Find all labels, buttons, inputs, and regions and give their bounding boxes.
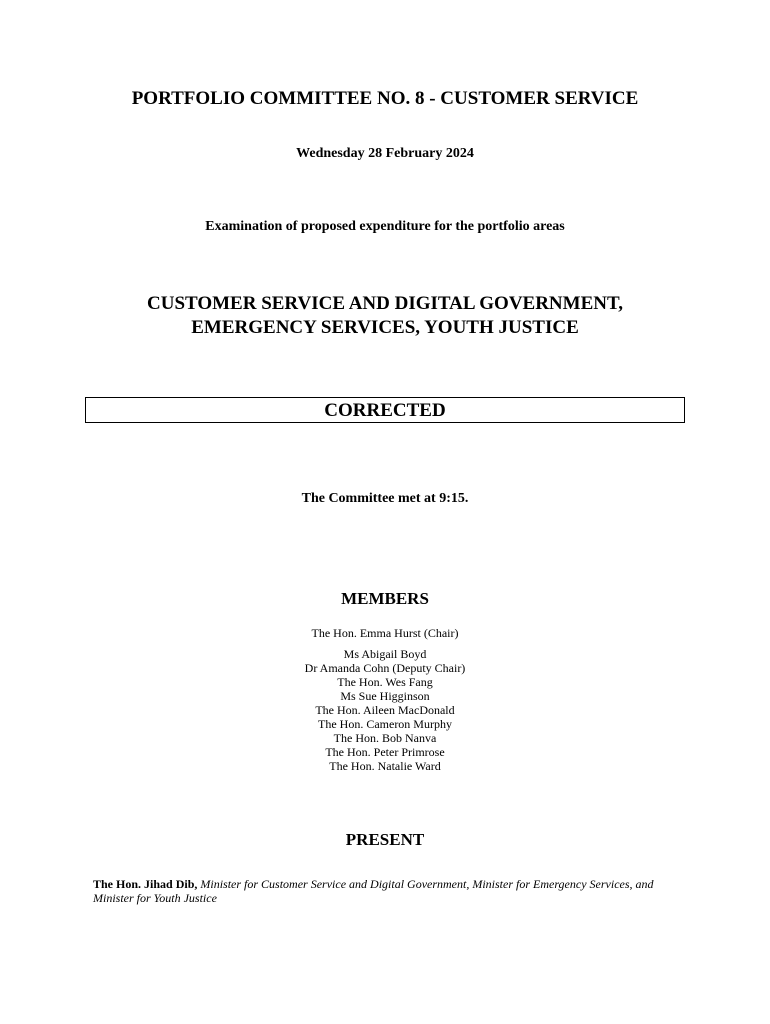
member-item: The Hon. Cameron Murphy	[318, 717, 452, 731]
member-item: The Hon. Natalie Ward	[329, 759, 441, 773]
present-heading: PRESENT	[345, 830, 425, 849]
present-role: Minister for Customer Service and Digital Government, Minister for Emergency Services, and Minister for Youth Justice	[93, 877, 654, 905]
member-item: Dr Amanda Cohn (Deputy Chair)	[304, 661, 466, 675]
present-entry	[93, 877, 693, 905]
member-item: The Hon. Wes Fang	[337, 675, 433, 689]
present-name: The Hon. Jihad Dib,	[93, 877, 198, 891]
member-item: Ms Sue Higginson	[340, 689, 430, 703]
examination-subtitle: Examination of proposed expenditure for the portfolio areas	[205, 219, 565, 234]
members-list	[0, 647, 770, 773]
member-item: Ms Abigail Boyd	[343, 647, 427, 661]
meeting-time: The Committee met at 9:15.	[301, 491, 469, 506]
portfolio-areas	[0, 292, 770, 340]
member-item: The Hon. Bob Nanva	[333, 731, 437, 745]
corrected-banner: CORRECTED	[85, 397, 685, 423]
member-item: The Hon. Aileen MacDonald	[315, 703, 455, 717]
member-chair: The Hon. Emma Hurst (Chair)	[311, 626, 459, 640]
committee-title: PORTFOLIO COMMITTEE NO. 8 - CUSTOMER SERVICE	[131, 88, 639, 109]
hearing-date: Wednesday 28 February 2024	[296, 146, 474, 161]
member-item: The Hon. Peter Primrose	[325, 745, 445, 759]
members-heading: MEMBERS	[341, 589, 429, 608]
portfolio-areas-line-2: EMERGENCY SERVICES, YOUTH JUSTICE	[191, 317, 579, 338]
portfolio-areas-line-1: CUSTOMER SERVICE AND DIGITAL GOVERNMENT,	[147, 293, 623, 314]
